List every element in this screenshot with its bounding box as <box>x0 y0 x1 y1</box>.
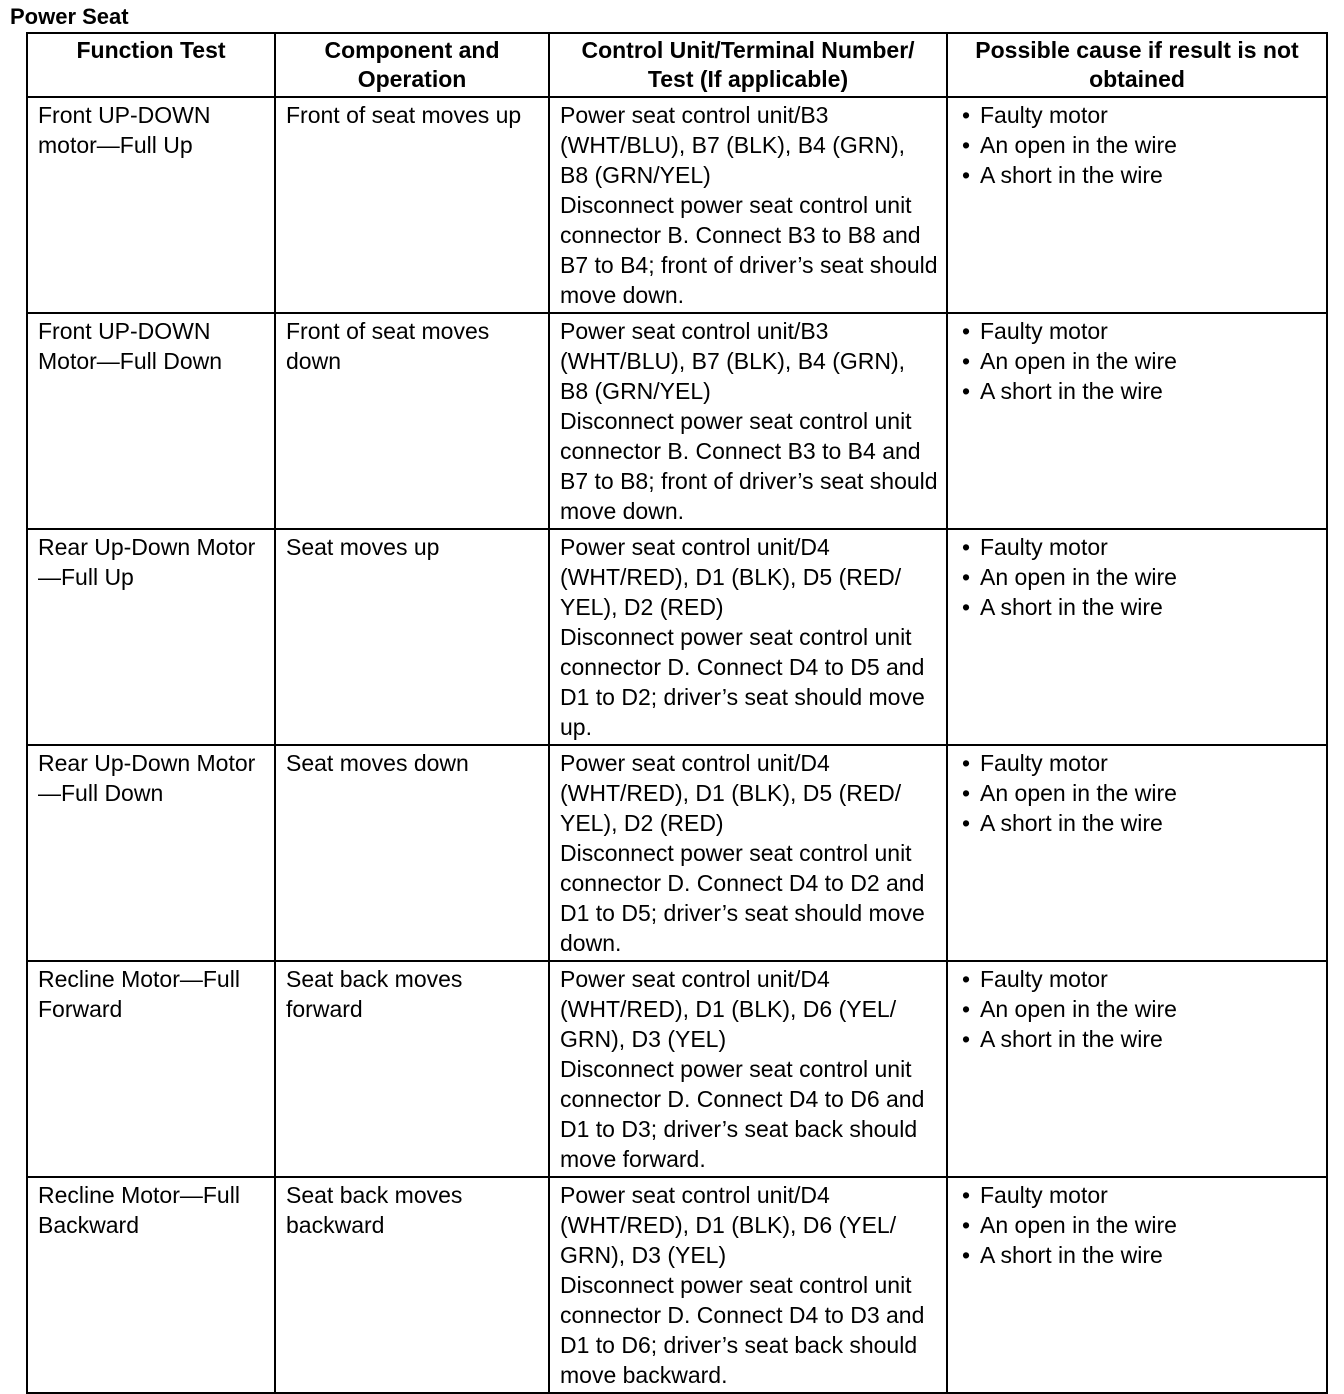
control-unit-cell <box>549 745 947 961</box>
possible-cause-cell <box>947 745 1327 961</box>
cause-item: • An open in the wire <box>958 778 1318 808</box>
control-unit-cell <box>549 961 947 1177</box>
cause-list <box>958 748 1318 838</box>
table-row <box>27 961 1327 1177</box>
test-procedure: Disconnect power seat control unit connector D. Connect D4 to D5 and D1 to D2; driver’s seat should move up. <box>560 624 925 740</box>
column-header-possible-cause: Possible cause if result is not obtained <box>947 33 1327 97</box>
function-test-cell: Rear Up-Down Motor—Full Down <box>27 745 275 961</box>
cause-item: • Faulty motor <box>958 1180 1318 1210</box>
control-unit-cell <box>549 97 947 313</box>
possible-cause-cell <box>947 1177 1327 1393</box>
power-seat-table <box>26 32 1328 1394</box>
control-unit-terminals: Power seat control unit/D4 (WHT/RED), D1 (BLK), D5 (RED/ YEL), D2 (RED) <box>560 750 902 836</box>
test-procedure: Disconnect power seat control unit connector B. Connect B3 to B4 and B7 to B8; front of driver’s seat should move down. <box>560 408 938 524</box>
column-header-component: Component and Operation <box>275 33 549 97</box>
control-unit-terminals: Power seat control unit/D4 (WHT/RED), D1 (BLK), D6 (YEL/ GRN), D3 (YEL) <box>560 966 897 1052</box>
component-cell: Seat moves up <box>275 529 549 745</box>
cause-item: • A short in the wire <box>958 160 1318 190</box>
cause-item: • Faulty motor <box>958 316 1318 346</box>
table-row <box>27 529 1327 745</box>
control-unit-cell <box>549 313 947 529</box>
component-cell: Front of seat moves down <box>275 313 549 529</box>
page-title: Power Seat <box>10 4 129 29</box>
function-test-cell: Recline Motor—Full Forward <box>27 961 275 1177</box>
component-cell: Seat moves down <box>275 745 549 961</box>
component-cell: Seat back moves forward <box>275 961 549 1177</box>
cause-item: • Faulty motor <box>958 532 1318 562</box>
control-unit-terminals: Power seat control unit/B3 (WHT/BLU), B7 (BLK), B4 (GRN), B8 (GRN/YEL) <box>560 102 906 188</box>
column-header-function-test: Function Test <box>27 33 275 97</box>
control-unit-terminals: Power seat control unit/D4 (WHT/RED), D1 (BLK), D6 (YEL/ GRN), D3 (YEL) <box>560 1182 897 1268</box>
control-unit-cell <box>549 1177 947 1393</box>
cause-item: • An open in the wire <box>958 1210 1318 1240</box>
test-procedure: Disconnect power seat control unit connector D. Connect D4 to D6 and D1 to D3; driver’s seat back should move forward. <box>560 1056 925 1172</box>
cause-list <box>958 964 1318 1054</box>
table-row <box>27 1177 1327 1393</box>
function-test-cell: Front UP-DOWN Motor—Full Down <box>27 313 275 529</box>
test-procedure: Disconnect power seat control unit connector B. Connect B3 to B8 and B7 to B4; front of driver’s seat should move down. <box>560 192 938 308</box>
cause-list <box>958 532 1318 622</box>
cause-item: • A short in the wire <box>958 808 1318 838</box>
control-unit-terminals: Power seat control unit/D4 (WHT/RED), D1 (BLK), D5 (RED/ YEL), D2 (RED) <box>560 534 902 620</box>
function-test-cell: Recline Motor—Full Backward <box>27 1177 275 1393</box>
component-cell: Seat back moves backward <box>275 1177 549 1393</box>
test-procedure: Disconnect power seat control unit connector D. Connect D4 to D2 and D1 to D5; driver’s seat should move down. <box>560 840 925 956</box>
control-unit-cell <box>549 529 947 745</box>
table-row <box>27 97 1327 313</box>
cause-list <box>958 316 1318 406</box>
component-cell: Front of seat moves up <box>275 97 549 313</box>
cause-item: • Faulty motor <box>958 100 1318 130</box>
cause-item: • An open in the wire <box>958 130 1318 160</box>
cause-item: • Faulty motor <box>958 964 1318 994</box>
possible-cause-cell <box>947 97 1327 313</box>
possible-cause-cell <box>947 961 1327 1177</box>
cause-item: • A short in the wire <box>958 376 1318 406</box>
possible-cause-cell <box>947 529 1327 745</box>
function-test-cell: Rear Up-Down Motor—Full Up <box>27 529 275 745</box>
column-header-control-unit: Control Unit/Terminal Number/ Test (If applicable) <box>549 33 947 97</box>
test-procedure: Disconnect power seat control unit connector D. Connect D4 to D3 and D1 to D6; driver’s seat back should move backward. <box>560 1272 925 1388</box>
cause-item: • An open in the wire <box>958 562 1318 592</box>
possible-cause-cell <box>947 313 1327 529</box>
cause-item: • A short in the wire <box>958 1024 1318 1054</box>
cause-item: • Faulty motor <box>958 748 1318 778</box>
cause-list <box>958 1180 1318 1270</box>
cause-item: • A short in the wire <box>958 592 1318 622</box>
table-header-row <box>27 33 1327 97</box>
cause-item: • An open in the wire <box>958 346 1318 376</box>
cause-list <box>958 100 1318 190</box>
table-row <box>27 313 1327 529</box>
table-row <box>27 745 1327 961</box>
control-unit-terminals: Power seat control unit/B3 (WHT/BLU), B7 (BLK), B4 (GRN), B8 (GRN/YEL) <box>560 318 906 404</box>
function-test-cell: Front UP-DOWN motor—Full Up <box>27 97 275 313</box>
cause-item: • A short in the wire <box>958 1240 1318 1270</box>
cause-item: • An open in the wire <box>958 994 1318 1024</box>
